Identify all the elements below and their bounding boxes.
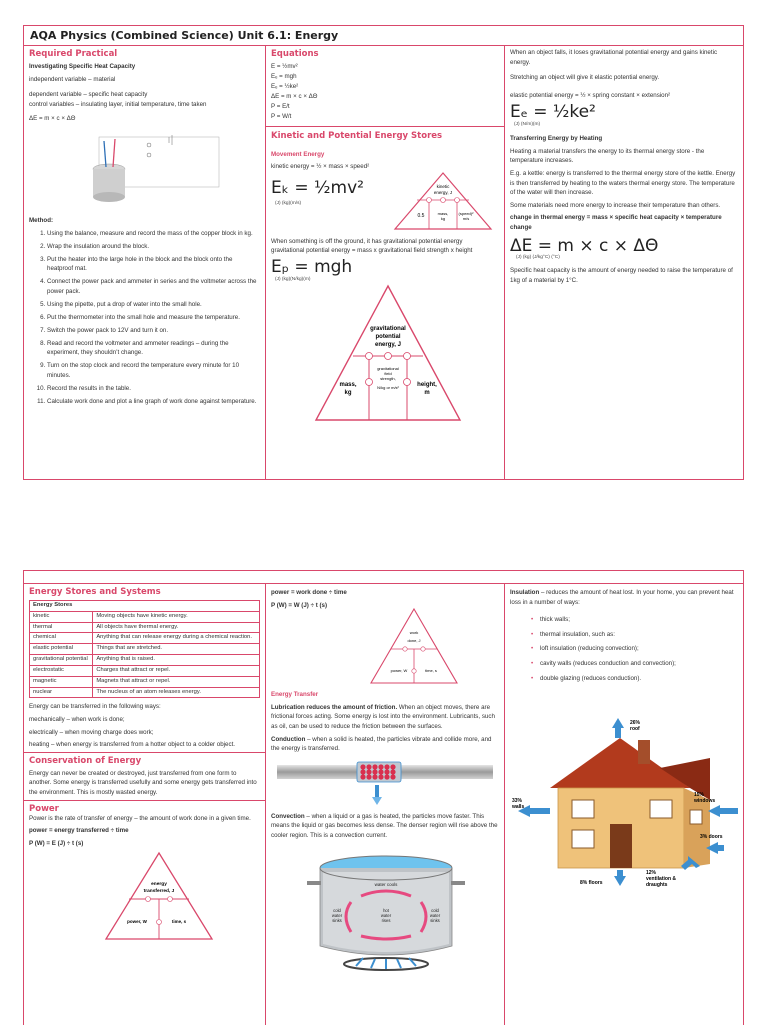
de-units: (J) (kg) (J/kg°C) (°C) xyxy=(516,255,560,261)
conduction-text xyxy=(271,735,499,754)
change-line: change in thermal energy = mass × specific heat capacity × temperature change xyxy=(510,214,722,231)
transfer-line: electrically – when moving charge does work; xyxy=(29,728,154,736)
tri-top-label: gravitational xyxy=(370,325,406,332)
transfer-column xyxy=(266,584,505,1025)
power-heading: Power xyxy=(29,803,59,814)
convection-body: – when a liquid or a gas is heated, the particles move faster. This means the liquid or gas becomes less dense. The denser region will rise above the cooler region. This is a convection current. xyxy=(271,812,498,840)
energy-transfer-heading: Energy Transfer xyxy=(271,691,319,699)
table-row xyxy=(30,622,260,633)
method-step: 4. Connect the power pack and ammeter in series and the voltmeter across the power pack. xyxy=(47,277,260,296)
heating-text: Heating a material transfers the energy to its thermal energy store - the temperature increases. xyxy=(510,147,705,165)
house-label: 33% xyxy=(512,798,523,805)
house-label: 3% doors xyxy=(700,834,723,841)
tri-top-label: transferred, J xyxy=(143,889,175,895)
method-step: 6. Put the thermometer into the small hole and measure the temperature. xyxy=(47,313,260,323)
gpe-line: gravitational potential energy = mass x gravitational field strength x height xyxy=(271,247,473,255)
kinetic-heading: Kinetic and Potential Energy Stores xyxy=(271,130,443,141)
kettle-text: E.g. a kettle: energy is transferred to the thermal energy store of the kettle. Energy is then transferred by heating to the waters thermal energy store. The temperature of the water will then increase. xyxy=(510,169,736,197)
insulation-text xyxy=(510,588,738,607)
pot-label: cold xyxy=(431,907,439,913)
house-label: 8% floors xyxy=(580,880,603,887)
tri-mid-label: N/kg or m/s² xyxy=(377,384,399,390)
stores-column xyxy=(24,584,266,1025)
conduction-bold: Conduction xyxy=(271,735,306,743)
work-done-triangle xyxy=(369,607,459,685)
store-desc: Moving objects have kinetic energy. xyxy=(93,611,260,622)
store-desc: All objects have thermal energy. xyxy=(93,622,260,633)
house-label: roof xyxy=(630,726,640,733)
pot-label: water xyxy=(331,912,343,918)
table-row xyxy=(30,687,260,698)
tri-top-label: energy, J xyxy=(375,341,401,348)
tri-mid-label: mass, xyxy=(437,210,449,216)
conduction-rod-diagram xyxy=(275,757,495,807)
kinetic-triangle xyxy=(393,171,493,231)
convection-bold: Convection xyxy=(271,812,305,820)
tri-top-label: done, J xyxy=(407,638,421,644)
lubrication-text xyxy=(271,703,499,732)
tri-mid-label: field xyxy=(384,370,392,376)
pot-label: sinks xyxy=(430,917,440,923)
materials-text: Some materials need more energy to increase their temperature than others. xyxy=(510,201,721,209)
tri-right-label: m/s xyxy=(462,215,470,221)
table-row xyxy=(30,633,260,644)
method-steps xyxy=(29,229,260,407)
pot-label: cold xyxy=(333,907,341,913)
movement-energy-heading: Movement Energy xyxy=(271,150,325,158)
tri-left-label: mass, xyxy=(339,381,357,388)
tri-right-label: time, s xyxy=(425,668,437,674)
insulation-bold: Insulation xyxy=(510,589,540,596)
equations-column xyxy=(266,46,505,479)
method-label: Method: xyxy=(29,217,54,225)
store-desc: The nucleus of an atom releases energy. xyxy=(93,687,260,698)
store-name: electrostatic xyxy=(30,665,93,676)
method-step: 1. Using the balance, measure and record the mass of the copper block in kg. xyxy=(47,229,260,239)
ke-units: (J) (kg)(m/s) xyxy=(275,200,302,206)
method-step: 8. Read and record the voltmeter and ammeter readings – during the experiment, they shouldn’t change. xyxy=(47,339,260,358)
gpe-triangle xyxy=(313,282,463,424)
store-name: elastic potential xyxy=(30,644,93,655)
tri-top-label: potential xyxy=(375,333,401,340)
store-desc: Charges that attract or repel. xyxy=(93,665,260,676)
tri-mid-label: kg xyxy=(440,215,446,221)
tri-right-label: m xyxy=(424,389,430,396)
house-label: 26% xyxy=(630,720,641,727)
lubrication-bold: Lubrication reduces the amount of friction. xyxy=(271,703,398,711)
pot-label: water xyxy=(380,912,392,918)
tri-const-label: 0.5 xyxy=(417,212,425,219)
store-desc: Anything that is raised. xyxy=(93,655,260,666)
house-label: 15% xyxy=(694,792,705,799)
insulation-body: – reduces the amount of heat lost. In your home, you can prevent heat loss in a number of ways: xyxy=(510,589,734,606)
power-text: Power is the rate of transfer of energy – the amount of work done in a given time. xyxy=(29,814,251,822)
house-heat-loss-diagram xyxy=(510,718,738,888)
transfer-line: Energy can be transferred in the following ways: xyxy=(29,703,161,711)
insulation-column xyxy=(505,584,743,1025)
list-item: • thermal insulation, such as: xyxy=(540,630,738,640)
bottom-header-bar xyxy=(24,571,743,584)
tri-right-label: height, xyxy=(417,381,437,388)
rp-line: ΔE = m × c × ΔΘ xyxy=(29,115,76,123)
ee-formula: Eₑ = ½ke² xyxy=(510,102,596,123)
gpe-units: (J) (kg)(N/kg)(m) xyxy=(275,276,311,282)
elastic-line: elastic potential energy = ½ × spring constant × extension² xyxy=(510,91,671,99)
list-item: • thick walls; xyxy=(540,615,738,625)
tri-left-label: power, W xyxy=(127,919,147,925)
required-practical-column xyxy=(24,46,266,479)
list-item: • loft insulation (reducing convection); xyxy=(540,644,738,654)
de-formula: ΔE = m × c × ΔΘ xyxy=(510,235,659,256)
energy-transfer-column xyxy=(505,46,743,479)
tri-top-label: energy, J xyxy=(433,189,453,195)
apparatus-diagram xyxy=(49,129,249,209)
transfer-line: heating – when energy is transferred from a hotter object to a colder object. xyxy=(29,741,236,749)
house-label: draughts xyxy=(646,882,668,889)
top-sheet xyxy=(23,25,744,480)
tri-top-label: kinetic xyxy=(436,183,450,189)
tri-top-label: work xyxy=(409,630,419,636)
method-step: 10. Record the results in the table. xyxy=(47,384,260,394)
page-title: AQA Physics (Combined Science) Unit 6.1: Energy xyxy=(24,26,743,46)
convection-pot-diagram xyxy=(301,846,471,976)
power-workdone-eq2: P (W) = W (J) ÷ t (s) xyxy=(271,601,328,609)
list-item: • double glazing (reduces conduction). xyxy=(540,674,738,684)
ke-formula: Eₖ = ½mv² xyxy=(271,177,364,198)
store-name: nuclear xyxy=(30,687,93,698)
store-name: gravitational potential xyxy=(30,655,93,666)
rp-line: independent variable – material xyxy=(29,75,116,83)
gpe-formula: Eₚ = mgh xyxy=(271,256,353,277)
ee-units: (J) (N/m)(m) xyxy=(514,122,541,128)
tri-left-label: kg xyxy=(344,389,352,396)
rp-line: control variables – insulating layer, initial temperature, time taken xyxy=(29,100,207,108)
method-step: 9. Turn on the stop clock and record the temperature every minute for 10 minutes. xyxy=(47,361,260,380)
conservation-text: Energy can never be created or destroyed, just transferred from one form to another. Some energy is transferred usefully and some energy gets transferred into the environment. This is mostly wasted energy. xyxy=(29,769,257,796)
rp-line: dependent variable – specific heat capacity xyxy=(29,91,148,99)
method-step: 7. Switch the power pack to 12V and turn it on. xyxy=(47,326,260,336)
house-label: 12% xyxy=(646,870,657,877)
heating-heading: Transferring Energy by Heating xyxy=(510,135,603,143)
table-row xyxy=(30,655,260,666)
equation-line: Eₑ = mgh xyxy=(271,72,297,80)
method-step: 5. Using the pipette, put a drop of water into the small hole. xyxy=(47,300,260,310)
pot-label: rises xyxy=(381,917,391,923)
power-workdone-eq1: power = work done ÷ time xyxy=(271,589,347,596)
store-name: kinetic xyxy=(30,611,93,622)
table-row xyxy=(30,644,260,655)
equation-line: ΔE = m × c × ΔΘ xyxy=(271,92,318,100)
required-practical-heading: Required Practical xyxy=(29,49,118,59)
method-step: 3. Put the heater into the large hole in the block and the block onto the heatproof mat. xyxy=(47,255,260,274)
store-desc: Things that are stretched. xyxy=(93,644,260,655)
tri-mid-label: gravitational xyxy=(377,365,399,371)
pot-label: sinks xyxy=(332,917,342,923)
method-step: 2. Wrap the insulation around the block. xyxy=(47,242,260,252)
falling-text: When an object falls, it loses gravitational potential energy and gains kinetic energy. xyxy=(510,49,718,66)
transfer-line: mechanically – when work is done; xyxy=(29,715,125,723)
method-step: 11. Calculate work done and plot a line graph of work done against temperature. xyxy=(47,397,260,407)
store-name: magnetic xyxy=(30,676,93,687)
equation-line: Eₑ = ½ke² xyxy=(271,82,299,90)
pot-label: water cools xyxy=(374,881,398,887)
gpe-intro: When something is off the ground, it has gravitational potential energy xyxy=(271,237,463,245)
store-name: chemical xyxy=(30,633,93,644)
equation-line: E = ½mv² xyxy=(271,63,298,70)
power-eq1: power = energy transferred ÷ time xyxy=(29,827,129,835)
pot-label: water xyxy=(429,912,441,918)
conservation-heading: Conservation of Energy xyxy=(29,755,142,766)
shc-definition: Specific heat capacity is the amount of energy needed to raise the temperature of 1kg of a material by 1°C. xyxy=(510,267,733,284)
stores-heading: Energy Stores and Systems xyxy=(29,587,161,597)
store-desc: Magnets that attract or repel. xyxy=(93,676,260,687)
tri-left-label: power, W xyxy=(390,668,408,674)
lubrication-body: When an object moves, there are frictional forces acting. Some energy is lost into the environment. Lubricants, such as oil, can be used to reduce the friction between the surfaces. xyxy=(271,703,495,731)
tri-right-label: (speed)² xyxy=(458,210,474,216)
rp-subheading: Investigating Specific Heat Capacity xyxy=(29,63,136,70)
house-label: walls xyxy=(512,804,525,811)
convection-text xyxy=(271,812,499,841)
energy-stores-table xyxy=(29,600,260,698)
tri-right-label: time, s xyxy=(171,919,187,925)
equation-line: P = E/t xyxy=(271,102,290,110)
house-label: ventilation & xyxy=(646,876,677,883)
conduction-body: – when a solid is heated, the particles vibrate and collide more, and the energy is transferred. xyxy=(271,735,492,753)
table-row xyxy=(30,676,260,687)
tri-top-label: energy xyxy=(151,882,167,888)
power-eq2: P (W) = E (J) ÷ t (s) xyxy=(29,839,84,847)
store-desc: Anything that can release energy during a chemical reaction. xyxy=(93,633,260,644)
insulation-list xyxy=(510,615,738,683)
table-row xyxy=(30,665,260,676)
power-triangle xyxy=(104,851,214,941)
pot-label: hot xyxy=(383,907,389,913)
store-name: thermal xyxy=(30,622,93,633)
tri-mid-label: strength, xyxy=(380,375,396,381)
list-item: • cavity walls (reduces conduction and convection); xyxy=(540,659,738,669)
equation-line: P = W/t xyxy=(271,112,292,120)
table-header: Energy Stores xyxy=(30,601,260,612)
bottom-sheet xyxy=(23,570,744,1025)
table-row xyxy=(30,611,260,622)
house-label: windows xyxy=(694,798,716,805)
stretching-text: Stretching an object will give it elastic potential energy. xyxy=(510,74,660,82)
equations-heading: Equations xyxy=(271,49,319,59)
kinetic-line: kinetic energy = ½ × mass × speed² xyxy=(271,163,370,171)
